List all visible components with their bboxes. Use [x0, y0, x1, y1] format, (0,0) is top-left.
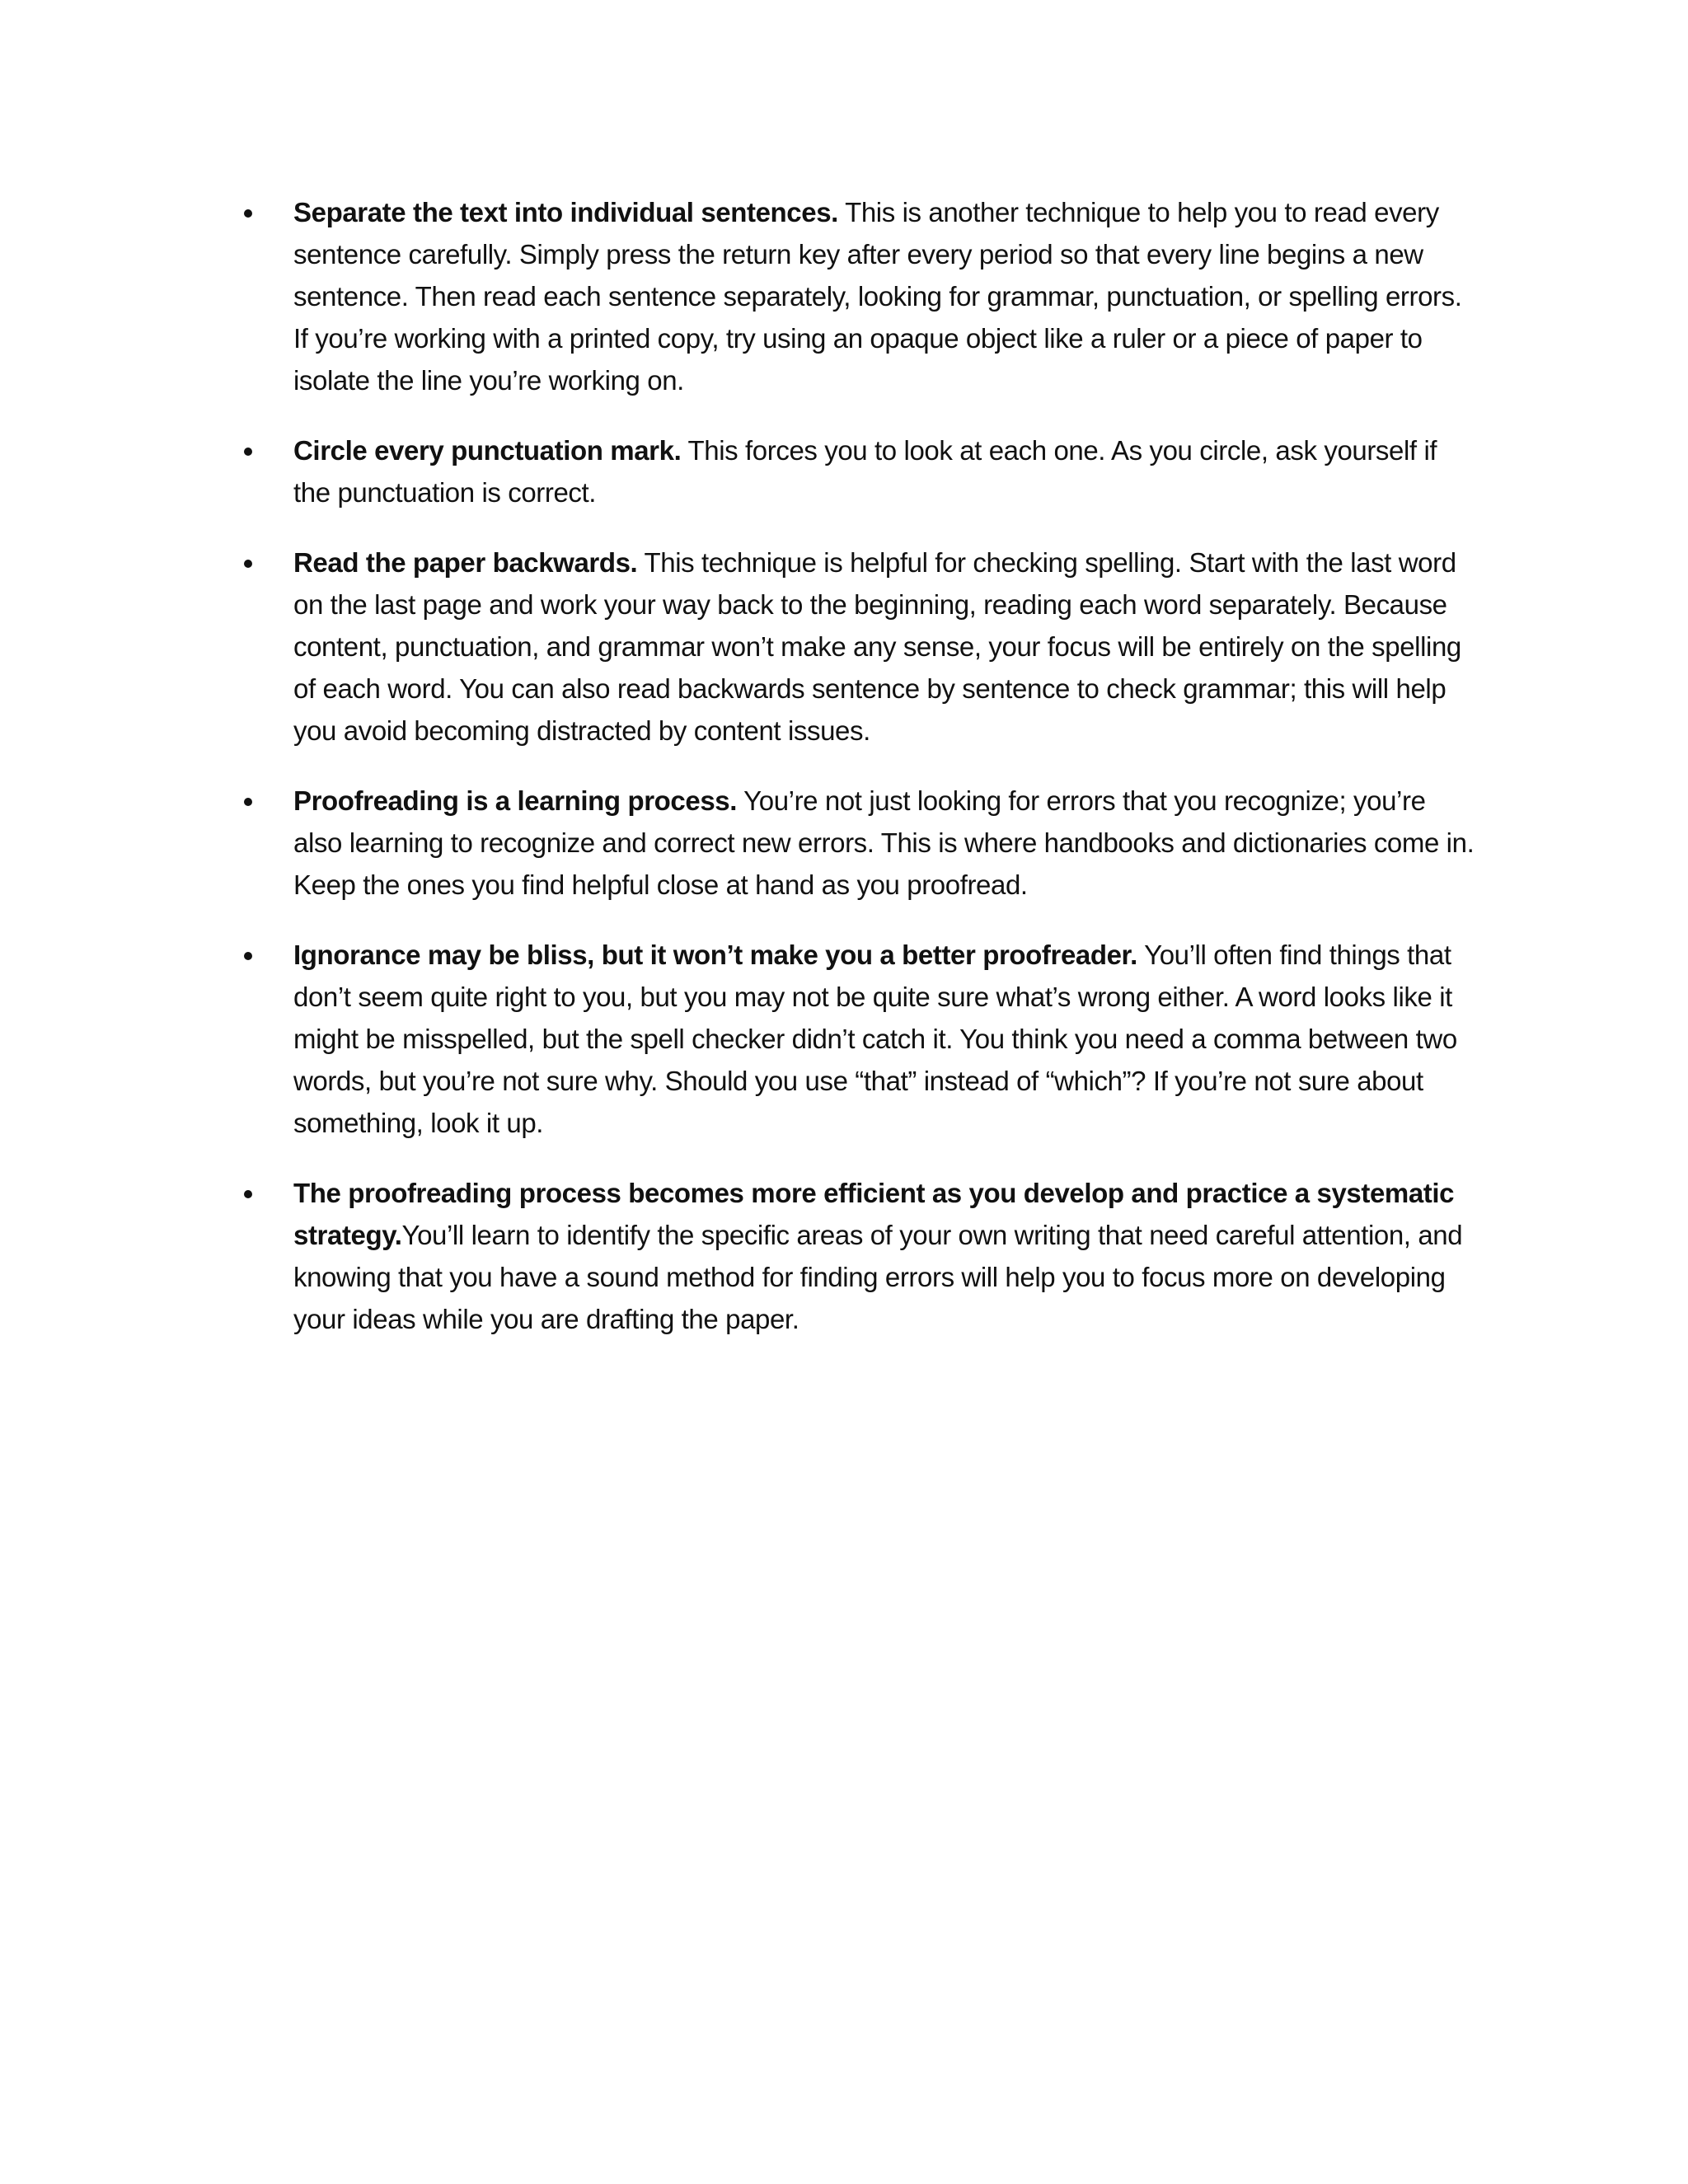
bullet-item-separate-sentences	[244, 191, 1480, 401]
bullet-item-learning-process	[244, 780, 1480, 906]
bullet-item-circle-punctuation	[244, 429, 1480, 513]
bullet-body: You’ll learn to identify the specific areas of your own writing that need careful attention, and knowing that you have a sound method for finding errors will help you to focus more on developing your ideas while you are drafting the paper.	[293, 1220, 1463, 1334]
bullet-lead: Read the paper backwards.	[293, 547, 638, 578]
bullet-dot-icon	[244, 1190, 252, 1198]
bullet-lead: Circle every punctuation mark.	[293, 435, 682, 466]
bullet-dot-icon	[244, 798, 252, 806]
bullet-list	[244, 191, 1480, 1368]
bullet-dot-icon	[244, 952, 252, 960]
bullet-body: This technique is helpful for checking spelling. Start with the last word on the last page and work your way back to the beginning, reading each word separately. Because content, punctuation, and grammar won’t make any sense, your focus will be entirely on the spelling of each word. You can also read backwards sentence by sentence to check grammar; this will help you avoid becoming distracted by content issues.	[293, 547, 1461, 746]
bullet-lead: Separate the text into individual sentences.	[293, 197, 838, 227]
bullet-body: You’ll often find things that don’t seem quite right to you, but you may not be quite sure what’s wrong either. A word looks like it might be misspelled, but the spell checker didn’t catch it. You think you need a comma between two words, but you’re not sure why. Should you use “that” instead of “which”? If you’re not sure about something, look it up.	[293, 940, 1457, 1138]
bullet-body: This forces you to look at each one. As you circle, ask yourself if the punctuation is correct.	[293, 435, 1437, 508]
bullet-dot-icon	[244, 560, 252, 568]
bullet-body: You’re not just looking for errors that you recognize; you’re also learning to recognize and correct new errors. This is where handbooks and dictionaries come in. Keep the ones you find helpful close at hand as you proofread.	[293, 785, 1475, 900]
bullet-item-ignorance	[244, 934, 1480, 1144]
bullet-lead: Ignorance may be bliss, but it won’t make you a better proofreader.	[293, 940, 1137, 970]
bullet-lead: Proofreading is a learning process.	[293, 785, 737, 816]
bullet-dot-icon	[244, 209, 252, 218]
bullet-dot-icon	[244, 448, 252, 456]
bullet-lead: The proofreading process becomes more efficient as you develop and practice a systematic strategy.	[293, 1178, 1455, 1250]
bullet-item-systematic-strategy	[244, 1172, 1480, 1340]
bullet-item-read-backwards	[244, 541, 1480, 752]
bullet-body: This is another technique to help you to read every sentence carefully. Simply press the return key after every period so that every line begins a new sentence. Then read each sentence separately, looking for grammar, punctuation, or spelling errors. If you’re working with a printed copy, try using an opaque object like a ruler or a piece of paper to isolate the line you’re working on.	[293, 197, 1462, 396]
